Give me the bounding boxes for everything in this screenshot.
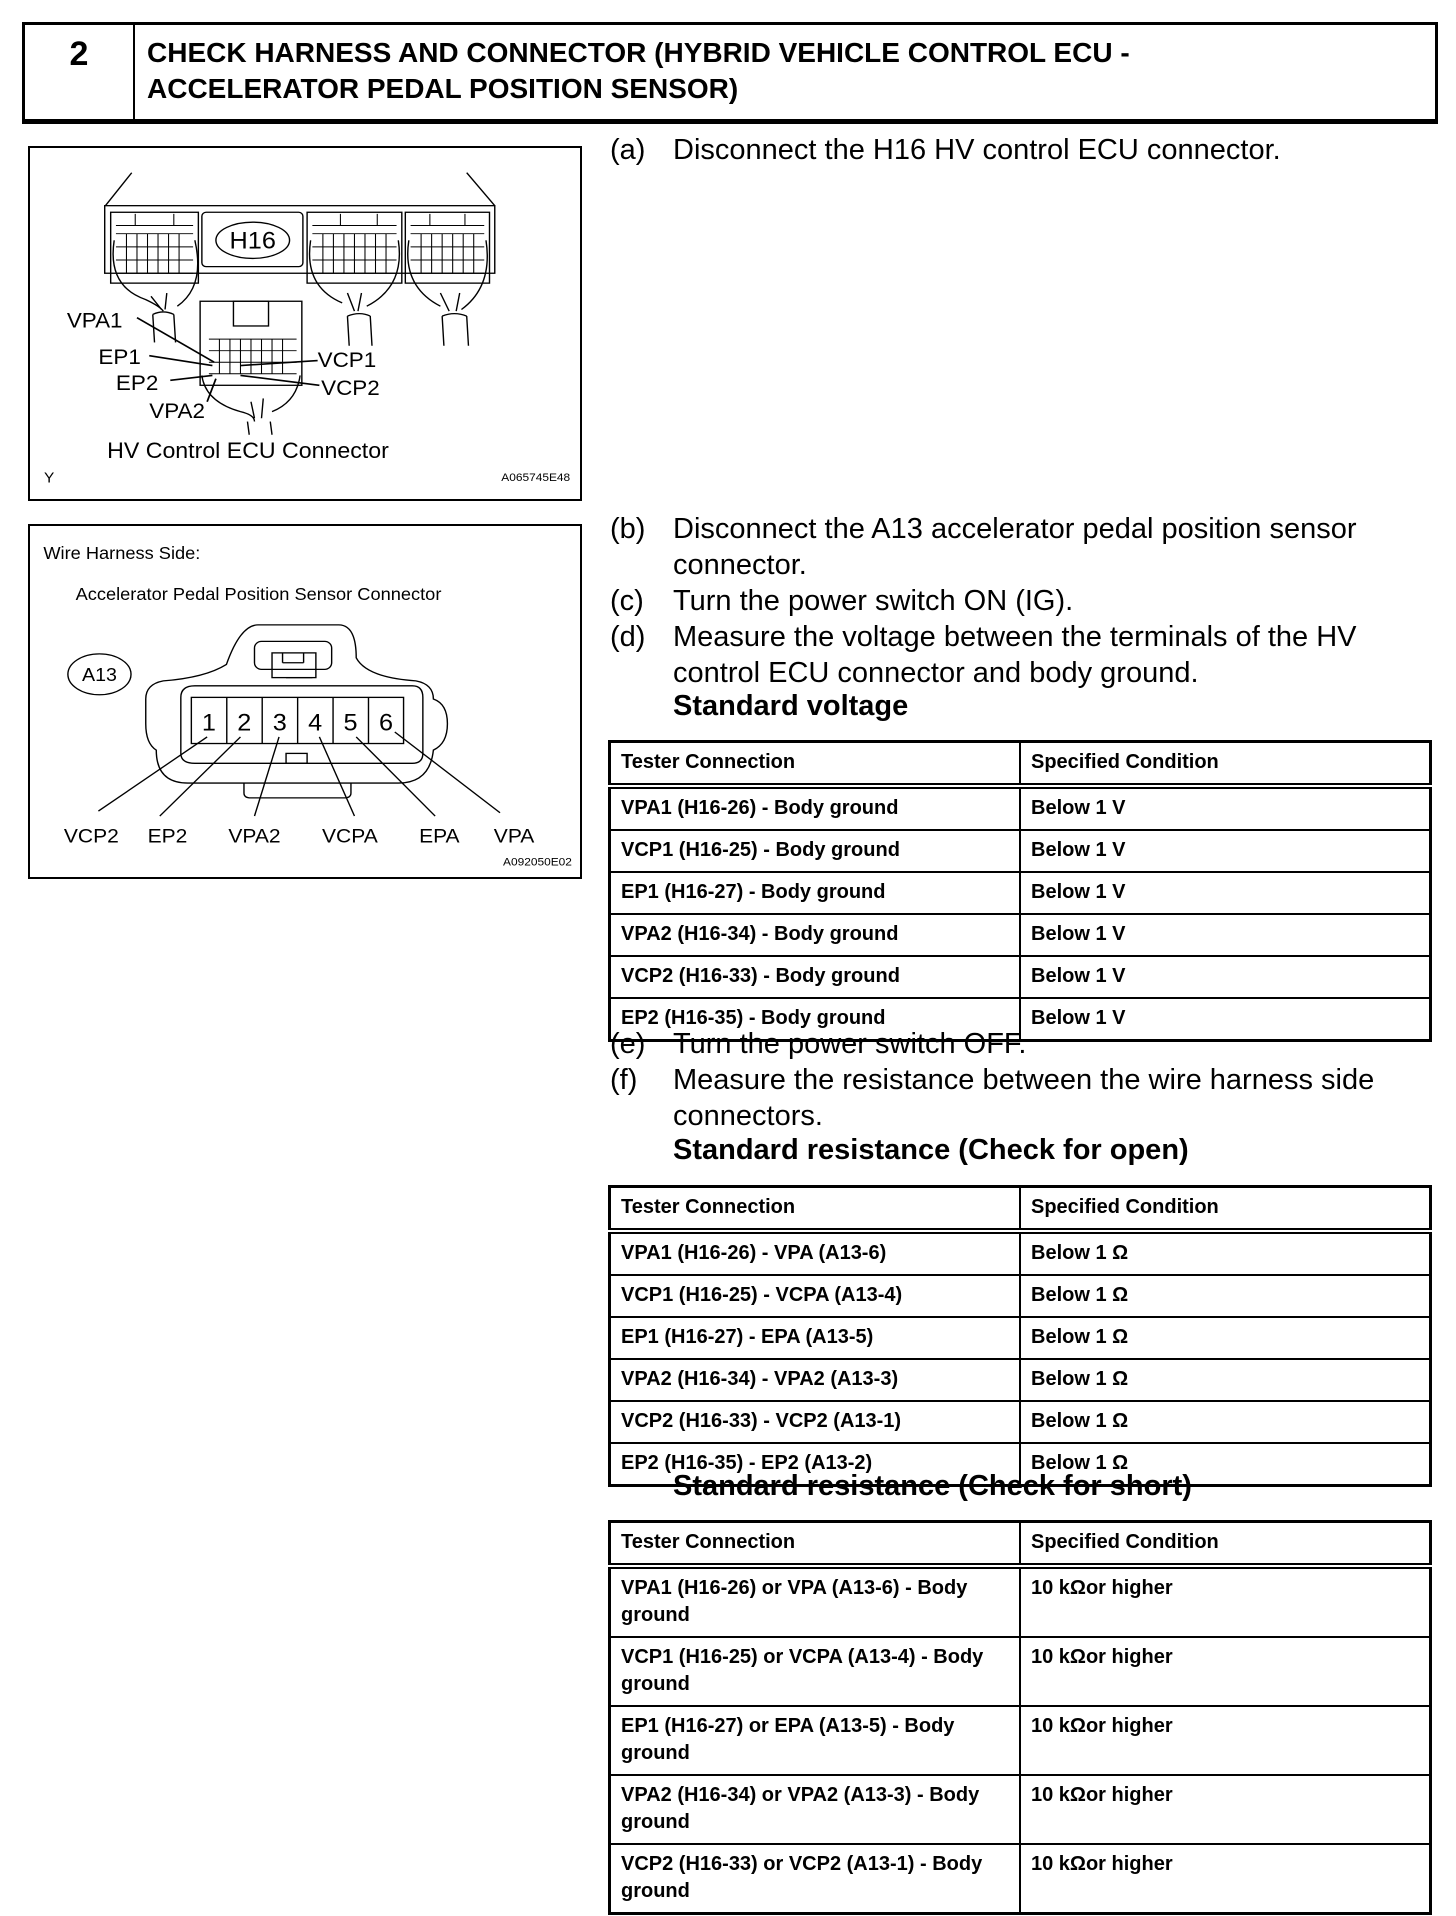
table-row (610, 1637, 1431, 1706)
figure-caption: HV Control ECU Connector (107, 438, 389, 463)
pedal-sensor-connector-figure (28, 524, 582, 879)
step-d (610, 619, 1440, 691)
table-row (610, 1317, 1431, 1359)
header-cell: Specified Condition (1020, 742, 1431, 787)
step-c (610, 583, 1440, 619)
standard-open-heading: Standard resistance (Check for open) (673, 1134, 1189, 1166)
hv-ecu-connector-figure (28, 146, 582, 501)
connector-name: Accelerator Pedal Position Sensor Connector (75, 584, 442, 605)
step-text: Turn the power switch OFF. (673, 1028, 1027, 1060)
table-row (610, 1401, 1431, 1443)
table-row (610, 1359, 1431, 1401)
cell: Below 1 Ω (1020, 1359, 1431, 1401)
cell: EP2 (H16-35) - EP2 (A13-2) (610, 1443, 1021, 1486)
table-header-row (610, 1522, 1431, 1567)
cell: Below 1 V (1020, 998, 1431, 1041)
step-title-line1: CHECK HARNESS AND CONNECTOR (HYBRID VEHICLE CONTROL ECU - (147, 37, 1130, 68)
cell: Below 1 Ω (1020, 1275, 1431, 1317)
step-text: Disconnect the A13 accelerator pedal position sensor connector. (673, 513, 1357, 581)
label-vpa1: VPA1 (66, 308, 123, 333)
cell: VCP1 (H16-25) or VCPA (A13-4) - Body ground (610, 1637, 1021, 1706)
label-vpa2: VPA2 (149, 398, 205, 424)
pin-3: 3 (272, 710, 287, 737)
connector-id-h16: H16 (229, 228, 276, 255)
table-header-row (610, 1187, 1431, 1232)
header-cell: Tester Connection (610, 1187, 1021, 1232)
cell: Below 1 V (1020, 786, 1431, 830)
figure-code: A092050E02 (503, 856, 572, 869)
pin-label-ep2: EP2 (147, 825, 188, 848)
cell: VCP2 (H16-33) - VCP2 (A13-1) (610, 1401, 1021, 1443)
cell: Below 1 V (1020, 914, 1431, 956)
ecu-connector-drawing (105, 173, 495, 435)
table-row (610, 830, 1431, 872)
cell: Below 1 Ω (1020, 1231, 1431, 1275)
step-title-line2: ACCELERATOR PEDAL POSITION SENSOR) (147, 73, 739, 104)
pin-4: 4 (308, 710, 323, 737)
table-row (610, 914, 1431, 956)
cell: EP2 (H16-35) - Body ground (610, 998, 1021, 1041)
wire-harness-side-heading: Wire Harness Side: (43, 543, 201, 563)
pin-label-vpa2: VPA2 (228, 825, 281, 848)
figure-code: A065745E48 (501, 472, 571, 484)
step-header (22, 22, 1438, 124)
table-row (610, 1275, 1431, 1317)
cell: 10 kΩor higher (1020, 1566, 1431, 1637)
step-text: Measure the voltage between the terminals of the HV control ECU connector and body ground. (673, 621, 1357, 689)
cell: EP1 (H16-27) or EPA (A13-5) - Body ground (610, 1706, 1021, 1775)
step-text: Disconnect the H16 HV control ECU connector. (673, 134, 1281, 166)
pin-1: 1 (201, 710, 216, 737)
cell: VPA2 (H16-34) - Body ground (610, 914, 1021, 956)
table-row (610, 786, 1431, 830)
pin-label-vpa: VPA (493, 825, 535, 848)
label-vcp2: VCP2 (321, 375, 380, 401)
table-row (610, 1231, 1431, 1275)
pin-6: 6 (378, 710, 394, 737)
table-row (610, 1844, 1431, 1914)
table-row (610, 1706, 1431, 1775)
label-ep2: EP2 (115, 370, 159, 396)
step-b (610, 511, 1440, 583)
cell: VCP2 (H16-33) or VCP2 (A13-1) - Body ground (610, 1844, 1021, 1914)
cell: 10 kΩor higher (1020, 1637, 1431, 1706)
cell: VCP2 (H16-33) - Body ground (610, 956, 1021, 998)
pin-label-vcpa: VCPA (322, 825, 378, 848)
connector-id-a13: A13 (81, 665, 117, 686)
cell: VPA1 (H16-26) - Body ground (610, 786, 1021, 830)
table-row (610, 1775, 1431, 1844)
header-cell: Specified Condition (1020, 1522, 1431, 1567)
cell: 10 kΩor higher (1020, 1775, 1431, 1844)
open-resistance-table (608, 1185, 1432, 1487)
label-ep1: EP1 (98, 344, 141, 369)
cell: VCP1 (H16-25) - Body ground (610, 830, 1021, 872)
cell: Below 1 V (1020, 956, 1431, 998)
step-number: 2 (25, 25, 135, 119)
header-cell: Tester Connection (610, 742, 1021, 787)
step-title (135, 25, 1142, 119)
voltage-table (608, 740, 1432, 1042)
table-row (610, 956, 1431, 998)
cell: 10 kΩor higher (1020, 1844, 1431, 1914)
step-label: (c) (610, 585, 644, 617)
cell: Below 1 V (1020, 872, 1431, 914)
cell: 10 kΩor higher (1020, 1706, 1431, 1775)
step-f (610, 1062, 1440, 1134)
cell: Below 1 Ω (1020, 1401, 1431, 1443)
cell: EP1 (H16-27) - EPA (A13-5) (610, 1317, 1021, 1359)
cell: Below 1 V (1020, 830, 1431, 872)
cell: VPA2 (H16-34) - VPA2 (A13-3) (610, 1359, 1021, 1401)
cell: VPA2 (H16-34) or VPA2 (A13-3) - Body ground (610, 1775, 1021, 1844)
step-e (610, 1026, 1440, 1062)
standard-voltage-heading: Standard voltage (673, 690, 909, 722)
pin-2: 2 (237, 710, 252, 737)
step-label: (f) (610, 1064, 638, 1096)
header-cell: Specified Condition (1020, 1187, 1431, 1232)
standard-short-heading: Standard resistance (Check for short) (673, 1470, 1192, 1502)
cell: VCP1 (H16-25) - VCPA (A13-4) (610, 1275, 1021, 1317)
table-row (610, 872, 1431, 914)
table-row (610, 1566, 1431, 1637)
pin-label-vcp2: VCP2 (63, 825, 119, 848)
cell: VPA1 (H16-26) or VPA (A13-6) - Body ground (610, 1566, 1021, 1637)
cell: EP1 (H16-27) - Body ground (610, 872, 1021, 914)
step-label: (d) (610, 621, 646, 653)
header-cell: Tester Connection (610, 1522, 1021, 1567)
step-a (610, 132, 1440, 168)
pin-label-epa: EPA (419, 825, 460, 848)
step-label: (e) (610, 1028, 646, 1060)
step-label: (b) (610, 513, 646, 545)
cell: Below 1 Ω (1020, 1443, 1431, 1486)
cell: Below 1 Ω (1020, 1317, 1431, 1359)
figure-corner-mark: Y (44, 469, 55, 487)
step-text: Measure the resistance between the wire harness side connectors. (673, 1064, 1375, 1132)
cell: VPA1 (H16-26) - VPA (A13-6) (610, 1231, 1021, 1275)
pin-5: 5 (343, 710, 358, 737)
label-vcp1: VCP1 (317, 347, 377, 373)
short-resistance-table (608, 1520, 1432, 1915)
step-label: (a) (610, 134, 646, 166)
table-header-row (610, 742, 1431, 787)
step-text: Turn the power switch ON (IG). (673, 585, 1074, 617)
